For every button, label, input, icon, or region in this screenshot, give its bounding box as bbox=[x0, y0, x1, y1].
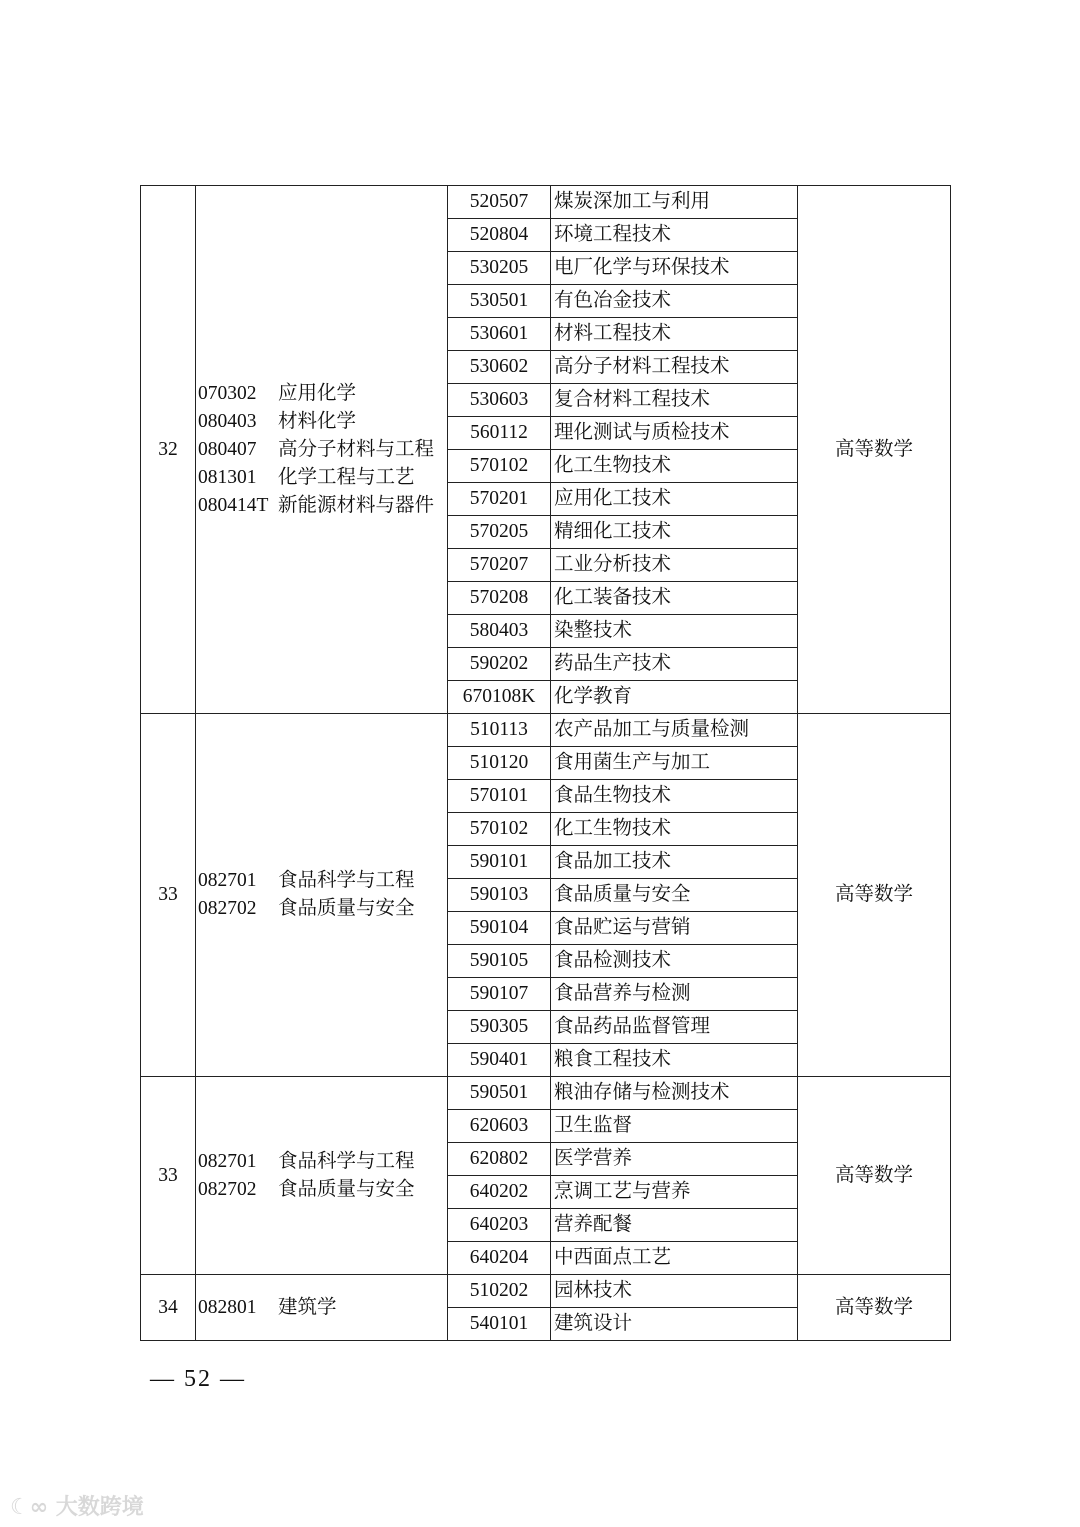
exam-subject: 高等数学 bbox=[798, 1275, 951, 1341]
major-code: 530603 bbox=[448, 384, 551, 417]
major-name: 粮食工程技术 bbox=[551, 1044, 798, 1077]
major-code: 590101 bbox=[448, 846, 551, 879]
undergrad-code: 070302 bbox=[198, 382, 257, 404]
table-row bbox=[141, 186, 951, 219]
major-code: 580403 bbox=[448, 615, 551, 648]
major-code: 640204 bbox=[448, 1242, 551, 1275]
undergrad-name: 化学工程与工艺 bbox=[278, 466, 415, 488]
undergrad-code: 080414T bbox=[198, 494, 269, 516]
major-code: 560112 bbox=[448, 417, 551, 450]
major-code: 590501 bbox=[448, 1077, 551, 1110]
major-name: 医学营养 bbox=[551, 1143, 798, 1176]
undergrad-major bbox=[198, 1294, 447, 1322]
undergrad-major bbox=[198, 867, 447, 895]
major-name: 染整技术 bbox=[551, 615, 798, 648]
major-name: 食品加工技术 bbox=[551, 846, 798, 879]
undergrad-name: 应用化学 bbox=[278, 382, 357, 404]
major-code: 530205 bbox=[448, 252, 551, 285]
major-code: 620603 bbox=[448, 1110, 551, 1143]
major-code: 570208 bbox=[448, 582, 551, 615]
undergrad-major bbox=[198, 1176, 447, 1204]
major-name: 电厂化学与环保技术 bbox=[551, 252, 798, 285]
watermark-logo: ☾∞ 大数跨境 bbox=[10, 1495, 144, 1520]
major-code: 570205 bbox=[448, 516, 551, 549]
undergrad-code: 080403 bbox=[198, 410, 257, 432]
major-mapping-table bbox=[140, 185, 951, 1341]
undergrad-name: 建筑学 bbox=[278, 1296, 337, 1318]
major-name: 卫生监督 bbox=[551, 1110, 798, 1143]
undergrad-name: 高分子材料与工程 bbox=[278, 438, 435, 460]
major-name: 煤炭深加工与利用 bbox=[551, 186, 798, 219]
major-code: 640203 bbox=[448, 1209, 551, 1242]
major-code: 590103 bbox=[448, 879, 551, 912]
major-name: 工业分析技术 bbox=[551, 549, 798, 582]
major-name: 精细化工技术 bbox=[551, 516, 798, 549]
undergrad-major bbox=[198, 408, 447, 436]
major-name: 食品营养与检测 bbox=[551, 978, 798, 1011]
group-number: 33 bbox=[141, 1077, 196, 1275]
major-name: 食品质量与安全 bbox=[551, 879, 798, 912]
undergrad-major bbox=[198, 492, 447, 520]
major-code: 570102 bbox=[448, 813, 551, 846]
major-code: 570201 bbox=[448, 483, 551, 516]
major-name: 农产品加工与质量检测 bbox=[551, 714, 798, 747]
major-code: 570102 bbox=[448, 450, 551, 483]
exam-subject: 高等数学 bbox=[798, 186, 951, 714]
undergrad-majors bbox=[196, 1077, 448, 1275]
undergrad-majors bbox=[196, 186, 448, 714]
major-code: 640202 bbox=[448, 1176, 551, 1209]
undergrad-name: 材料化学 bbox=[278, 410, 357, 432]
major-code: 530602 bbox=[448, 351, 551, 384]
undergrad-name: 食品科学与工程 bbox=[278, 870, 415, 891]
page-number: — 52 — bbox=[150, 1366, 246, 1392]
major-name: 应用化工技术 bbox=[551, 483, 798, 516]
major-name: 化学教育 bbox=[551, 681, 798, 714]
undergrad-code: 081301 bbox=[198, 466, 257, 488]
undergrad-code: 080407 bbox=[198, 438, 257, 460]
undergrad-name: 食品质量与安全 bbox=[278, 898, 415, 919]
major-code: 590107 bbox=[448, 978, 551, 1011]
major-name: 药品生产技术 bbox=[551, 648, 798, 681]
undergrad-major bbox=[198, 380, 447, 408]
major-code: 570207 bbox=[448, 549, 551, 582]
major-name: 理化测试与质检技术 bbox=[551, 417, 798, 450]
exam-subject: 高等数学 bbox=[798, 714, 951, 1077]
major-code: 590202 bbox=[448, 648, 551, 681]
major-name: 食用菌生产与加工 bbox=[551, 747, 798, 780]
major-code: 510120 bbox=[448, 747, 551, 780]
undergrad-major bbox=[198, 436, 447, 464]
undergrad-name: 食品质量与安全 bbox=[278, 1178, 415, 1200]
group-number: 32 bbox=[141, 186, 196, 714]
exam-subject: 高等数学 bbox=[798, 1077, 951, 1275]
major-code: 510113 bbox=[448, 714, 551, 747]
major-code: 590104 bbox=[448, 912, 551, 945]
major-code: 530501 bbox=[448, 285, 551, 318]
major-name: 化工生物技术 bbox=[551, 450, 798, 483]
undergrad-majors bbox=[196, 714, 448, 1077]
major-code: 530601 bbox=[448, 318, 551, 351]
major-code: 510202 bbox=[448, 1275, 551, 1308]
major-code: 670108K bbox=[448, 681, 551, 714]
major-name: 中西面点工艺 bbox=[551, 1242, 798, 1275]
major-name: 烹调工艺与营养 bbox=[551, 1176, 798, 1209]
major-name: 复合材料工程技术 bbox=[551, 384, 798, 417]
undergrad-code: 082702 bbox=[198, 1178, 257, 1200]
group-number: 33 bbox=[141, 714, 196, 1077]
undergrad-major bbox=[198, 1148, 447, 1176]
major-name: 营养配餐 bbox=[551, 1209, 798, 1242]
major-name: 化工生物技术 bbox=[551, 813, 798, 846]
major-name: 材料工程技术 bbox=[551, 318, 798, 351]
major-name: 粮油存储与检测技术 bbox=[551, 1077, 798, 1110]
major-code: 590305 bbox=[448, 1011, 551, 1044]
undergrad-code: 082801 bbox=[198, 1296, 257, 1318]
major-name: 食品检测技术 bbox=[551, 945, 798, 978]
major-name: 园林技术 bbox=[551, 1275, 798, 1308]
group-number: 34 bbox=[141, 1275, 196, 1341]
major-name: 食品贮运与营销 bbox=[551, 912, 798, 945]
major-name: 环境工程技术 bbox=[551, 219, 798, 252]
major-name: 食品生物技术 bbox=[551, 780, 798, 813]
major-name: 有色冶金技术 bbox=[551, 285, 798, 318]
major-code: 590105 bbox=[448, 945, 551, 978]
major-name: 食品药品监督管理 bbox=[551, 1011, 798, 1044]
undergrad-code: 082701 bbox=[198, 1150, 257, 1172]
table-row bbox=[141, 714, 951, 747]
major-code: 520804 bbox=[448, 219, 551, 252]
undergrad-code: 082702 bbox=[198, 898, 257, 919]
major-name: 化工装备技术 bbox=[551, 582, 798, 615]
major-code: 520507 bbox=[448, 186, 551, 219]
undergrad-majors bbox=[196, 1275, 448, 1341]
major-name: 高分子材料工程技术 bbox=[551, 351, 798, 384]
major-code: 620802 bbox=[448, 1143, 551, 1176]
table-row bbox=[141, 1275, 951, 1308]
undergrad-name: 新能源材料与器件 bbox=[278, 494, 435, 516]
major-name: 建筑设计 bbox=[551, 1308, 798, 1341]
undergrad-major bbox=[198, 464, 447, 492]
undergrad-major bbox=[198, 895, 447, 923]
major-code: 590401 bbox=[448, 1044, 551, 1077]
undergrad-name: 食品科学与工程 bbox=[278, 1150, 415, 1172]
undergrad-code: 082701 bbox=[198, 870, 257, 891]
major-code: 540101 bbox=[448, 1308, 551, 1341]
table-row bbox=[141, 1077, 951, 1110]
major-code: 570101 bbox=[448, 780, 551, 813]
